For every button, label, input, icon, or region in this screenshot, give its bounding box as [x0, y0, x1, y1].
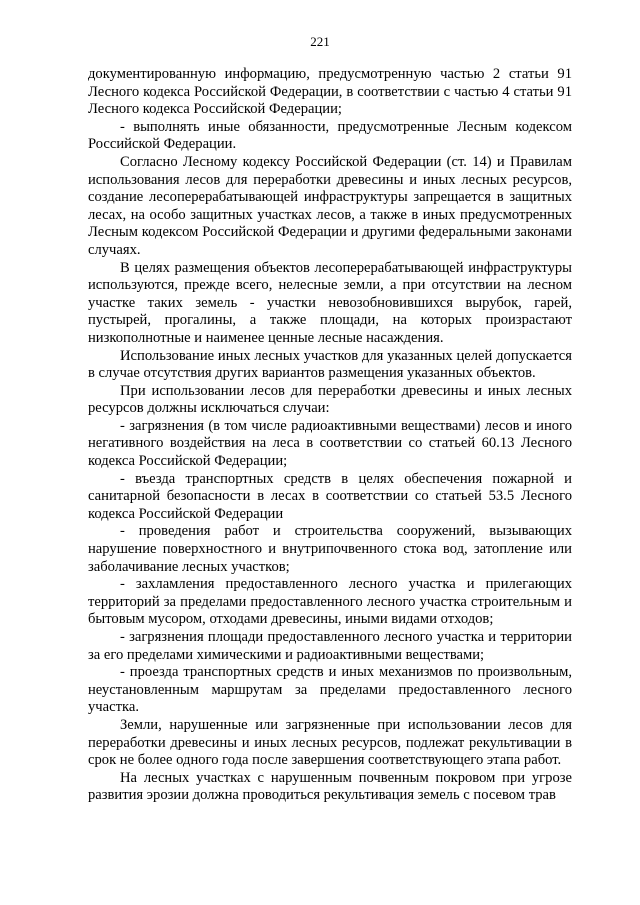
- list-item: - загрязнения (в том числе радиоактивными веществами) лесов и иного негативного воздействия на леса в соответствии со статьей 60.13 Лесного кодекса Российской Федерации;: [88, 417, 572, 470]
- list-item: - въезда транспортных средств в целях обеспечения пожарной и санитарной безопасности в лесах в соответствии со статьей 53.5 Лесного кодекса Российской Федерации: [88, 470, 572, 522]
- page-number: 221: [310, 34, 330, 49]
- paragraph: - выполнять иные обязанности, предусмотренные Лесным кодексом Российской Федерации.: [88, 118, 572, 153]
- document-body: [88, 66, 572, 805]
- paragraph: Согласно Лесному кодексу Российской Федерации (ст. 14) и Правилам использования лесов для переработки древесины и иных лесных ресурсов, создание лесоперерабатывающей инфраструктуры запрещается в защитных лесах, на особо защитных участках лесов, а также в иных предусмотренных Лесным кодексом Российской Федерации и другими федеральными законами случаях.: [88, 153, 572, 258]
- paragraph: В целях размещения объектов лесоперерабатывающей инфраструктуры используются, прежде всего, нелесные земли, а при отсутствии на лесном участке таких земель - участки невозобновившихся вырубок, гарей, пустырей, прогалины, а также площади, на которых произрастают низкополнотные и наименее ценные лесные насаждения.: [88, 259, 572, 346]
- paragraph: На лесных участках с нарушенным почвенным покровом при угрозе развития эрозии должна проводиться рекультивация земель с посевом трав: [88, 769, 572, 804]
- list-item: - проезда транспортных средств и иных механизмов по произвольным, неустановленным маршрутам за пределами предоставленного лесного участка.: [88, 664, 572, 716]
- list-item: - захламления предоставленного лесного участка и прилегающих территорий за пределами предоставленного лесного участка строительным и бытовым мусором, отходами древесины, иными видами отходов;: [88, 576, 572, 628]
- paragraph: Земли, нарушенные или загрязненные при использовании лесов для переработки древесины и иных лесных ресурсов, подлежат рекультивации в срок не более одного года после завершения соответствующего этапа работ.: [88, 716, 572, 769]
- list-item: - проведения работ и строительства сооружений, вызывающих нарушение поверхностного и внутрипочвенного стока вод, затопление или заболачивание лесных участков;: [88, 523, 572, 575]
- paragraph: Использование иных лесных участков для указанных целей допускается в случае отсутствия других вариантов размещения указанных объектов.: [88, 347, 572, 382]
- paragraph: При использовании лесов для переработки древесины и иных лесных ресурсов должны исключаться случаи:: [88, 382, 572, 417]
- paragraph: документированную информацию, предусмотренную частью 2 статьи 91 Лесного кодекса Российской Федерации, в соответствии с частью 4 статьи 91 Лесного кодекса Российской Федерации;: [88, 66, 572, 118]
- list-item: - загрязнения площади предоставленного лесного участка и территории за его пределами химическими и радиоактивными веществами;: [88, 629, 572, 663]
